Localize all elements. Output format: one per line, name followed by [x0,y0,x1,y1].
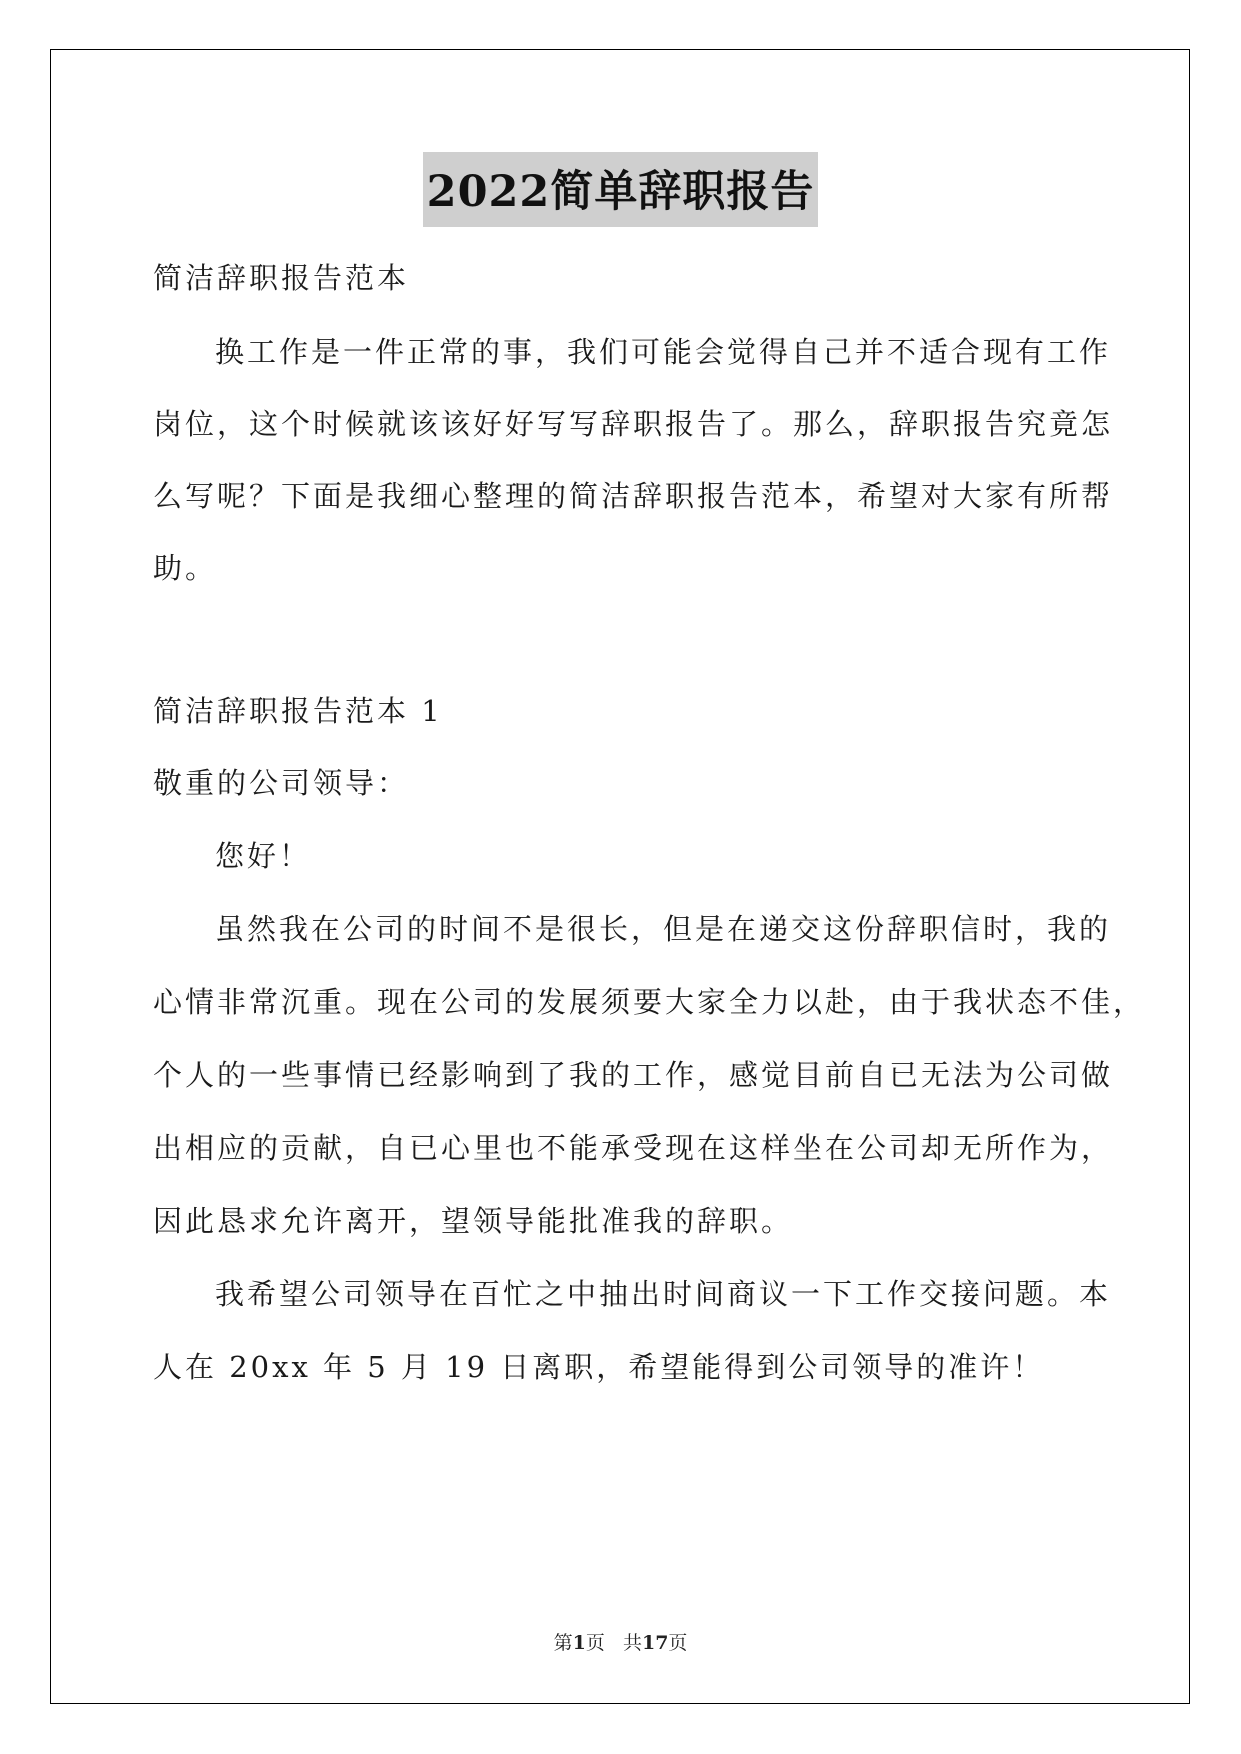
body-para1-line-2[interactable]: 心情非常沉重。现在公司的发展须要大家全力以赴，由于我状态不佳， [153,985,1146,1019]
footer-total-prefix: 共 [622,1632,642,1654]
salutation[interactable]: 敬重的公司领导： [153,766,410,800]
subtitle[interactable]: 简洁辞职报告范本 [153,261,410,295]
body-para1-line-4[interactable]: 出相应的贡献，自已心里也不能承受现在这样坐在公司却无所作为， [153,1131,1114,1165]
footer-page-suffix: 页 [585,1632,605,1654]
intro-line-2[interactable]: 岗位，这个时候就该该好好写写辞职报告了。那么，辞职报告究竟怎 [153,407,1114,441]
intro-line-1[interactable]: 换工作是一件正常的事，我们可能会觉得自己并不适合现有工作 [215,335,1112,369]
footer-page-number: 1 [572,1632,586,1654]
page-footer [0,1628,1241,1655]
title-container [0,152,1241,227]
footer-total-suffix: 页 [668,1632,688,1654]
intro-line-3[interactable]: 么写呢？下面是我细心整理的简洁辞职报告范本，希望对大家有所帮 [153,479,1114,513]
document-title[interactable]: 2022简单辞职报告 [423,152,819,227]
section-heading[interactable]: 简洁辞职报告范本 1 [153,694,443,728]
body-para1-line-5[interactable]: 因此恳求允许离开，望领导能批准我的辞职。 [153,1204,794,1238]
greeting[interactable]: 您好！ [215,839,312,873]
footer-total-pages: 17 [641,1632,669,1654]
body-para2-line-2[interactable]: 人在 20xx 年 5 月 19 日离职，希望能得到公司领导的准许！ [153,1350,1045,1384]
footer-page-prefix: 第 [553,1632,573,1654]
body-para1-line-3[interactable]: 个人的一些事情已经影响到了我的工作，感觉目前自已无法为公司做 [153,1058,1114,1092]
body-para2-line-1[interactable]: 我希望公司领导在百忙之中抽出时间商议一下工作交接问题。本 [215,1277,1112,1311]
body-para1-line-1[interactable]: 虽然我在公司的时间不是很长，但是在递交这份辞职信时，我的 [215,912,1112,946]
intro-line-4[interactable]: 助。 [153,551,218,585]
